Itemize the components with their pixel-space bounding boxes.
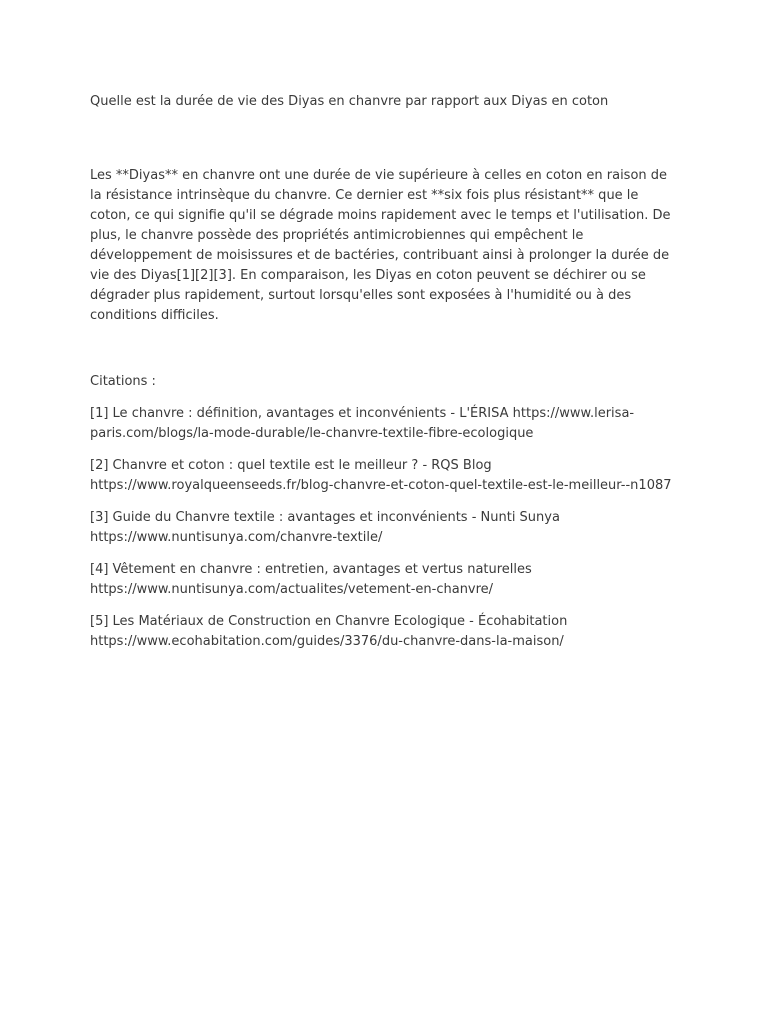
citations-list bbox=[90, 404, 680, 652]
citation-text: [5] Les Matériaux de Construction en Chanvre Ecologique - Écohabitation bbox=[90, 614, 568, 629]
citation-item bbox=[90, 612, 680, 652]
citation-text: [1] Le chanvre : définition, avantages et inconvénients - L'ÉRISA bbox=[90, 406, 513, 421]
citation-url: https://www.nuntisunya.com/chanvre-textile/ bbox=[90, 530, 383, 545]
citation-item bbox=[90, 560, 680, 600]
citations-title: Citations : bbox=[90, 374, 156, 389]
citation-url: https://www.nuntisunya.com/actualites/vetement-en-chanvre/ bbox=[90, 582, 494, 597]
citation-item bbox=[90, 404, 680, 444]
citation-text: [2] Chanvre et coton : quel textile est le meilleur ? - RQS Blog bbox=[90, 458, 492, 473]
citation-item bbox=[90, 508, 680, 548]
citation-url: https://www.lerisa-paris.com/blogs/la-mode-durable/le-chanvre-textile-fibre-ecologique bbox=[90, 406, 635, 441]
citation-text: [3] Guide du Chanvre textile : avantages et inconvénients - Nunti Sunya bbox=[90, 510, 560, 525]
citation-item bbox=[90, 456, 680, 496]
document-page bbox=[90, 92, 680, 652]
citation-url: https://www.ecohabitation.com/guides/3376/du-chanvre-dans-la-maison/ bbox=[90, 634, 564, 649]
answer-paragraph: Les **Diyas** en chanvre ont une durée de vie supérieure à celles en coton en raison de la résistance intrinsèque du chanvre. Ce dernier est **six fois plus résistant** que le coton, ce qui signifie qu'il se dégrade moins rapidement avec le temps et l'utilisation. De plus, le chanvre possède des propriétés antimicrobiennes qui empêchent le développement de moisissures et de bactéries, contribuant ainsi à prolonger la durée de vie des Diyas[1][2][3]. En comparaison, les Diyas en coton peuvent se déchirer ou se dégrader plus rapidement, surtout lorsqu'elles sont exposées à l'humidité ou à des conditions difficiles. bbox=[90, 168, 671, 323]
citation-text: [4] Vêtement en chanvre : entretien, avantages et vertus naturelles bbox=[90, 562, 532, 577]
citation-url: https://www.royalqueenseeds.fr/blog-chanvre-et-coton-quel-textile-est-le-meilleur--n1087 bbox=[90, 478, 672, 493]
question-heading: Quelle est la durée de vie des Diyas en chanvre par rapport aux Diyas en coton bbox=[90, 94, 609, 109]
